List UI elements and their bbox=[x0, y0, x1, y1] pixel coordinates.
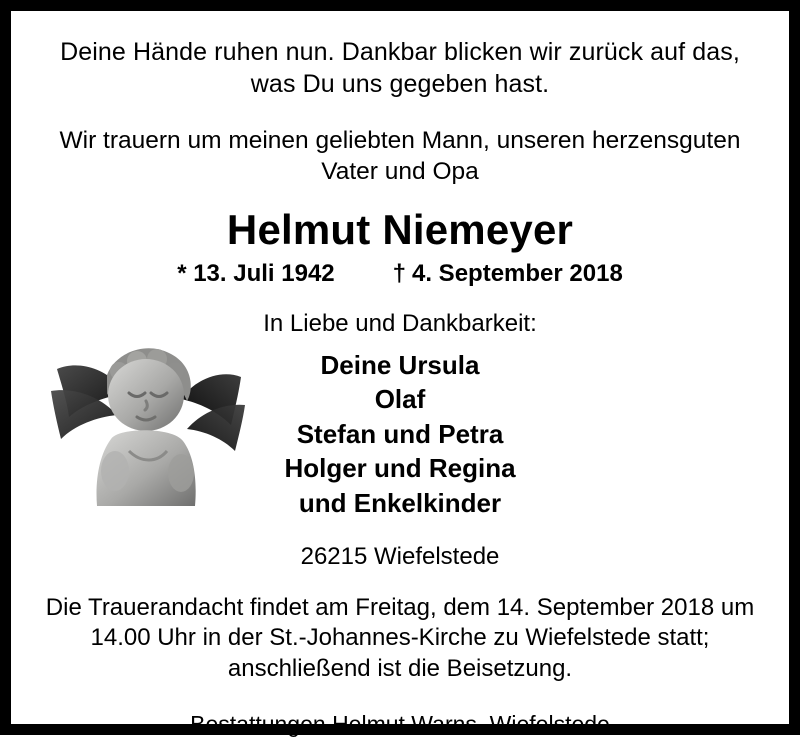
list-item: Holger und Regina bbox=[284, 453, 516, 484]
cross-icon: † bbox=[392, 259, 406, 287]
list-item: Olaf bbox=[374, 384, 426, 415]
deceased-name: Helmut Niemeyer bbox=[226, 205, 574, 253]
funeral-home-credit: Bestattungen Helmut Warns, Wiefelstede bbox=[190, 710, 610, 737]
life-dates bbox=[41, 260, 759, 288]
birth-date bbox=[177, 260, 334, 288]
list-item: Stefan und Petra bbox=[296, 418, 504, 449]
birth-star-icon: * bbox=[177, 259, 187, 287]
mourning-statement: Wir trauern um meinen geliebten Mann, unseren herzensguten Vater und Opa bbox=[59, 127, 741, 185]
memorial-verse: Deine Hände ruhen nun. Dankbar blicken wir zurück auf das, was Du uns gegeben hast. bbox=[60, 38, 740, 98]
death-date bbox=[393, 260, 623, 288]
angel-cherub-icon bbox=[45, 331, 255, 506]
list-item: und Enkelkinder bbox=[298, 488, 502, 519]
birth-date-value: 13. Juli 1942 bbox=[193, 259, 335, 287]
dedication-line: In Liebe und Dankbarkeit: bbox=[263, 309, 537, 337]
death-date-value: 4. September 2018 bbox=[412, 259, 623, 287]
service-details: Die Trauerandacht findet am Freitag, dem 14. September 2018 um 14.00 Uhr in der St.-Johannes-Kirche zu Wiefelstede statt; anschließend ist die Beisetzung. bbox=[45, 593, 755, 683]
location-line: 26215 Wiefelstede bbox=[300, 542, 500, 570]
list-item: Deine Ursula bbox=[320, 349, 480, 380]
